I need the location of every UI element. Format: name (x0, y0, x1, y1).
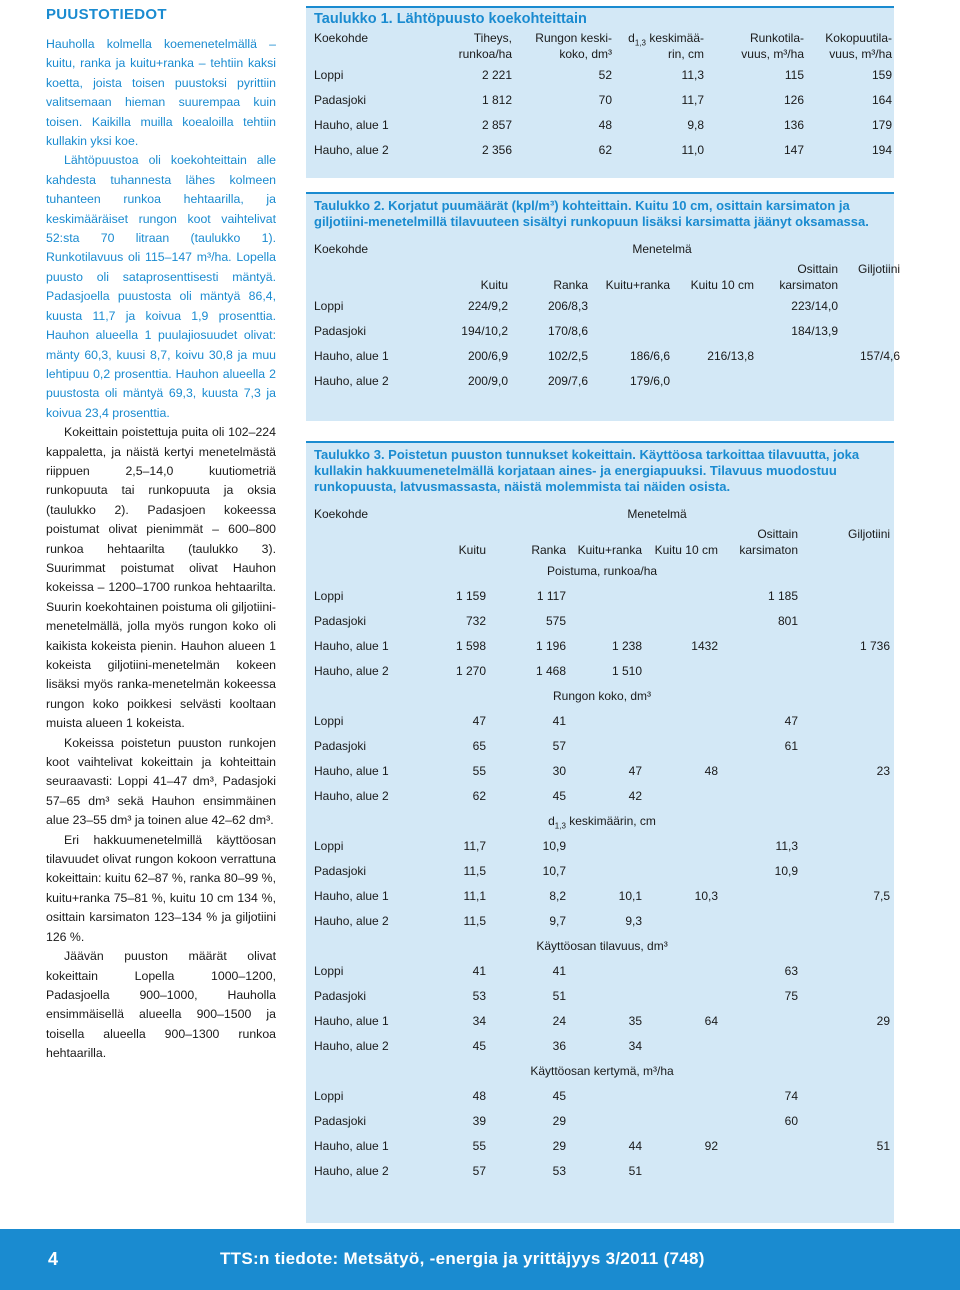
table-row: Loppi 1 159 1 117 1 185 (314, 588, 798, 603)
table-1-header (314, 30, 892, 62)
table-row: Loppi 11,7 10,9 11,3 (314, 838, 798, 853)
table-1-header-tiheys: Tiheys, runkoa/ha (458, 31, 512, 61)
table-row: Hauho, alue 2 57 53 51 (314, 1163, 642, 1178)
table-row: Hauho, alue 2 200/9,0 209/7,6 179/6,0 (314, 373, 670, 388)
table-row: Hauho, alue 1 34 24 35 64 29 (314, 1013, 891, 1028)
table-2-header-top: Koekohde Menetelmä (314, 241, 692, 256)
table-row: Hauho, alue 1 200/6,9 102/2,5 186/6,6 216/13,8 157/4,6 (314, 348, 901, 363)
table-3-box (306, 441, 894, 1223)
sidebar-paragraph-6: Jäävän puuston määrät olivat kokeittain Lopella 1000–1200, Padasjoella 900–1000, Hauholla ensimmäisellä alueella 900–1500 ja toisella alueella 900–1300 runkoa hehtaarilla. (46, 949, 276, 1061)
table-1 (314, 30, 892, 162)
table-row: Loppi 41 41 63 (314, 963, 798, 978)
table-2-header-methods: Kuitu Ranka Kuitu+ranka Kuitu 10 cm Osittain karsimaton Giljotiini (480, 262, 901, 292)
table-row: Hauho, alue 1 2 857 48 9,8 136 179 (314, 117, 892, 132)
table-row: Padasjoki 11,5 10,7 10,9 (314, 863, 798, 878)
table-row: Hauho, alue 1 55 29 44 92 51 (314, 1138, 891, 1153)
table-2-box (306, 192, 901, 421)
footer-title: TTS:n tiedote: Metsätyö, -energia ja yrittäjyys 3/2011 (748) (220, 1249, 705, 1268)
table-1-header-koekohde: Koekohde (314, 31, 369, 45)
table-row: Padasjoki 39 29 60 (314, 1113, 798, 1128)
tables-column (306, 6, 901, 1223)
table-row: Hauho, alue 1 1 598 1 196 1 238 1432 1 736 (314, 638, 891, 653)
table-3-section-title: Poistuma, runkoa/ha (546, 563, 658, 578)
page-number: 4 (48, 1249, 59, 1269)
sidebar-paragraph-5: Eri hakkuumenetelmillä käyttöosan tilavuudet olivat rungon kokoon verrattuna kokeittain: kuitu 62–87 %, ranka 80–99 %, kuitu+ranka 75–81 %, kuitu 10 cm 134 %, osittain karsimaton 123–134 % ja giljotiini 126 %. (46, 832, 276, 944)
table-row: Padasjoki 194/10,2 170/8,6 184/13,9 (314, 323, 838, 338)
table-2 (314, 236, 900, 393)
table-row: Hauho, alue 1 55 30 47 48 23 (314, 763, 891, 778)
table-1-header-runkotilavuus: Runkotila- vuus, m³/ha (741, 31, 804, 61)
table-row: Padasjoki 732 575 801 (314, 613, 798, 628)
sidebar-article (46, 6, 276, 1064)
sidebar-title: PUUSTOTIEDOT (46, 6, 167, 23)
table-row: Padasjoki 65 57 61 (314, 738, 798, 753)
table-1-box (306, 6, 894, 178)
sidebar-paragraph-4: Kokeissa poistetun puuston runkojen koot vaihtelivat kokeittain ja kohteittain seuraavasti: Loppi 41–47 dm³, Padasjoki 57–65 dm³ sekä Hauhon ensimmäinen alue 23–55 dm³ ja toinen alue 42–62 dm³. (46, 735, 276, 828)
table-3-section-title: Käyttöosan kertymä, m³/ha (530, 1063, 674, 1078)
table-row: Padasjoki 1 812 70 11,7 126 164 (314, 92, 892, 107)
table-3-header-top: Koekohde Menetelmä (314, 506, 687, 521)
table-row: Loppi 2 221 52 11,3 115 159 (314, 67, 892, 82)
table-3-caption: Taulukko 3. Poistetun puuston tunnukset kokeittain. Käyttöosa tarkoittaa tilavuutta, joka kullakin hakkuumenetelmällä korjataan aines- ja energiapuuksi. Tilavuus muodostuu runkopuusta, latvusmassasta, näistä molemmista tai näiden osista. (314, 447, 860, 494)
table-1-header-d13: $d_{1,3}$ keskimää- rin, cm (628, 31, 704, 61)
table-3-section-title: $d_{1,3}$ keskimäärin, cm (548, 813, 656, 830)
table-row: Hauho, alue 2 11,5 9,7 9,3 (314, 913, 642, 928)
table-1-header-rungon: Rungon keski- koko, dm³ (535, 31, 612, 61)
table-1-caption: Taulukko 1. Lähtöpuusto koekohteittain (314, 11, 587, 27)
table-row: Hauho, alue 2 2 356 62 11,0 147 194 (314, 142, 892, 157)
table-row: Loppi 224/9,2 206/8,3 223/14,0 (314, 298, 838, 313)
page-footer (0, 1229, 960, 1290)
sidebar-paragraph-2: Lähtöpuustoa oli koekohteittain alle kahdesta tuhannesta lähes kolmeen tuhanteen runkoa hehtaarilla, ja keskimääräiset rungon koot vaihtelivat 52:sta 70 litraan (taulukko 1). Runkotilavuus oli 115–147 m³/ha. Lopella puusto oli sataprosenttisesti mäntyä. Padasjoella puustosta oli mäntyä 86,4, kuusta 11,7 ja koivua 1,9 prosenttia. Hauhon alueella 1 puulajiosuudet olivat: mänty 60,3, kuusi 8,7, koivu 30,8 ja muu lehtipuu 0,2 prosenttia. Hauhon alueella 2 puustosta oli mäntyä 69,3, kuusta 7,3 ja koivua 23,4 prosenttia. (46, 153, 276, 420)
table-3-header-methods: Kuitu Ranka Kuitu+ranka Kuitu 10 cm Osittain karsimaton Giljotiini (458, 527, 891, 557)
table-row: Loppi 48 45 74 (314, 1088, 798, 1103)
table-3-section-title: Rungon koko, dm³ (552, 688, 652, 703)
table-row: Loppi 47 41 47 (314, 713, 798, 728)
sidebar-paragraph-3: Kokeittain poistettuja puita oli 102–224 kappaletta, ja näistä kertyi menetelmästä riippuen 2,5–14,0 kuutiometriä runkopuuta tai runkopuuta ja oksia (taulukko 2). Padasjoen kokeessa poistumat olivat pienimmät – 600–800 runkoa hehtaarilta (taulukko 3). Suurimmat poistumat olivat Hauhon kokeissa – 1200–1700 runkoa hehtaarilta. Suurin koekohtainen poistuma oli giljotiini-menetelmällä, jolla myös rungon koko oli kaikista kokeista pienin. Hauhon alueen 1 kokeista giljotiini-menetelmän kokeen lisäksi myös ranka-menetelmän kokeessa rungon koko poikkesi selvästi kooltaan muista alueen 1 kokeista. (46, 425, 276, 731)
table-2-caption: Taulukko 2. Korjatut puumäärät (kpl/m³) kohteittain. Kuitu 10 cm, osittain karsimaton ja giljotiini-menetelmillä tilavuuteen sisältyi runkopuun lisäksi karsimatta jäänyt oksamassa. (314, 198, 869, 229)
table-3-section-title: Käyttöosan tilavuus, dm³ (536, 938, 668, 953)
table-3 (314, 501, 890, 1183)
sidebar-paragraph-1: Hauholla kolmella koemenetelmällä – kuitu, ranka ja kuitu+ranka – tehtiin kaksi koetta, joista toisen puustoksi pyrittiin valitsemaan hieman suurempaa kuin toisen. Kaikilla muilla koealoilla tehtiin kullakin yksi koe. (46, 37, 276, 149)
table-row: Hauho, alue 1 11,1 8,2 10,1 10,3 7,5 (314, 888, 891, 903)
table-row: Hauho, alue 2 62 45 42 (314, 788, 642, 803)
table-row: Padasjoki 53 51 75 (314, 988, 798, 1003)
table-1-header-kokopuutilavuus: Kokopuutila- vuus, m³/ha (825, 31, 892, 61)
table-row: Hauho, alue 2 1 270 1 468 1 510 (314, 663, 642, 678)
table-row: Hauho, alue 2 45 36 34 (314, 1038, 642, 1053)
